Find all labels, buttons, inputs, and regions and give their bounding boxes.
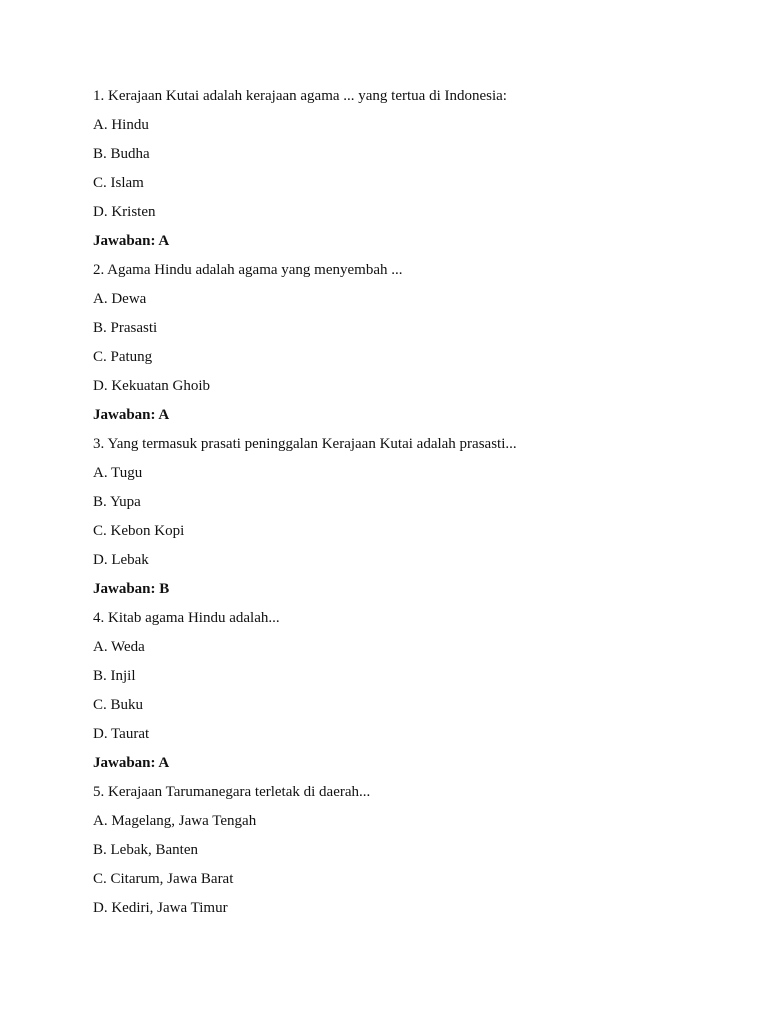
quiz-content (93, 86, 733, 927)
question-1-answer: Jawaban: A (93, 233, 170, 249)
question-2-answer: Jawaban: A (93, 407, 170, 423)
question-5-option-c: C. Citarum, Jawa Barat (93, 871, 234, 887)
question-1-text: 1. Kerajaan Kutai adalah kerajaan agama ... yang tertua di Indonesia: (93, 88, 507, 104)
question-1-option-b: B. Budha (93, 146, 150, 162)
question-2-option-b: B. Prasasti (93, 320, 158, 336)
question-1-option-d: D. Kristen (93, 204, 156, 220)
question-4-answer: Jawaban: A (93, 755, 170, 771)
question-2-option-d: D. Kekuatan Ghoib (93, 378, 211, 394)
question-4-text: 4. Kitab agama Hindu adalah... (93, 610, 280, 626)
question-3-answer: Jawaban: B (93, 581, 170, 597)
question-3-text: 3. Yang termasuk prasati peninggalan Kerajaan Kutai adalah prasasti... (93, 436, 517, 452)
question-3-option-d: D. Lebak (93, 552, 149, 568)
question-1-option-c: C. Islam (93, 175, 144, 191)
question-5-option-a: A. Magelang, Jawa Tengah (93, 813, 257, 829)
question-4-option-a: A. Weda (93, 639, 145, 655)
question-4-option-b: B. Injil (93, 668, 136, 684)
question-3-option-a: A. Tugu (93, 465, 143, 481)
question-3-option-c: C. Kebon Kopi (93, 523, 185, 539)
question-3-option-b: B. Yupa (93, 494, 141, 510)
question-1-option-a: A. Hindu (93, 117, 149, 133)
question-2-text: 2. Agama Hindu adalah agama yang menyembah ... (93, 262, 403, 278)
question-5-text: 5. Kerajaan Tarumanegara terletak di daerah... (93, 784, 371, 800)
question-2-option-a: A. Dewa (93, 291, 147, 307)
question-5-option-d: D. Kediri, Jawa Timur (93, 900, 228, 916)
question-4-option-d: D. Taurat (93, 726, 150, 742)
question-4-option-c: C. Buku (93, 697, 144, 713)
question-5-option-b: B. Lebak, Banten (93, 842, 198, 858)
question-2-option-c: C. Patung (93, 349, 153, 365)
